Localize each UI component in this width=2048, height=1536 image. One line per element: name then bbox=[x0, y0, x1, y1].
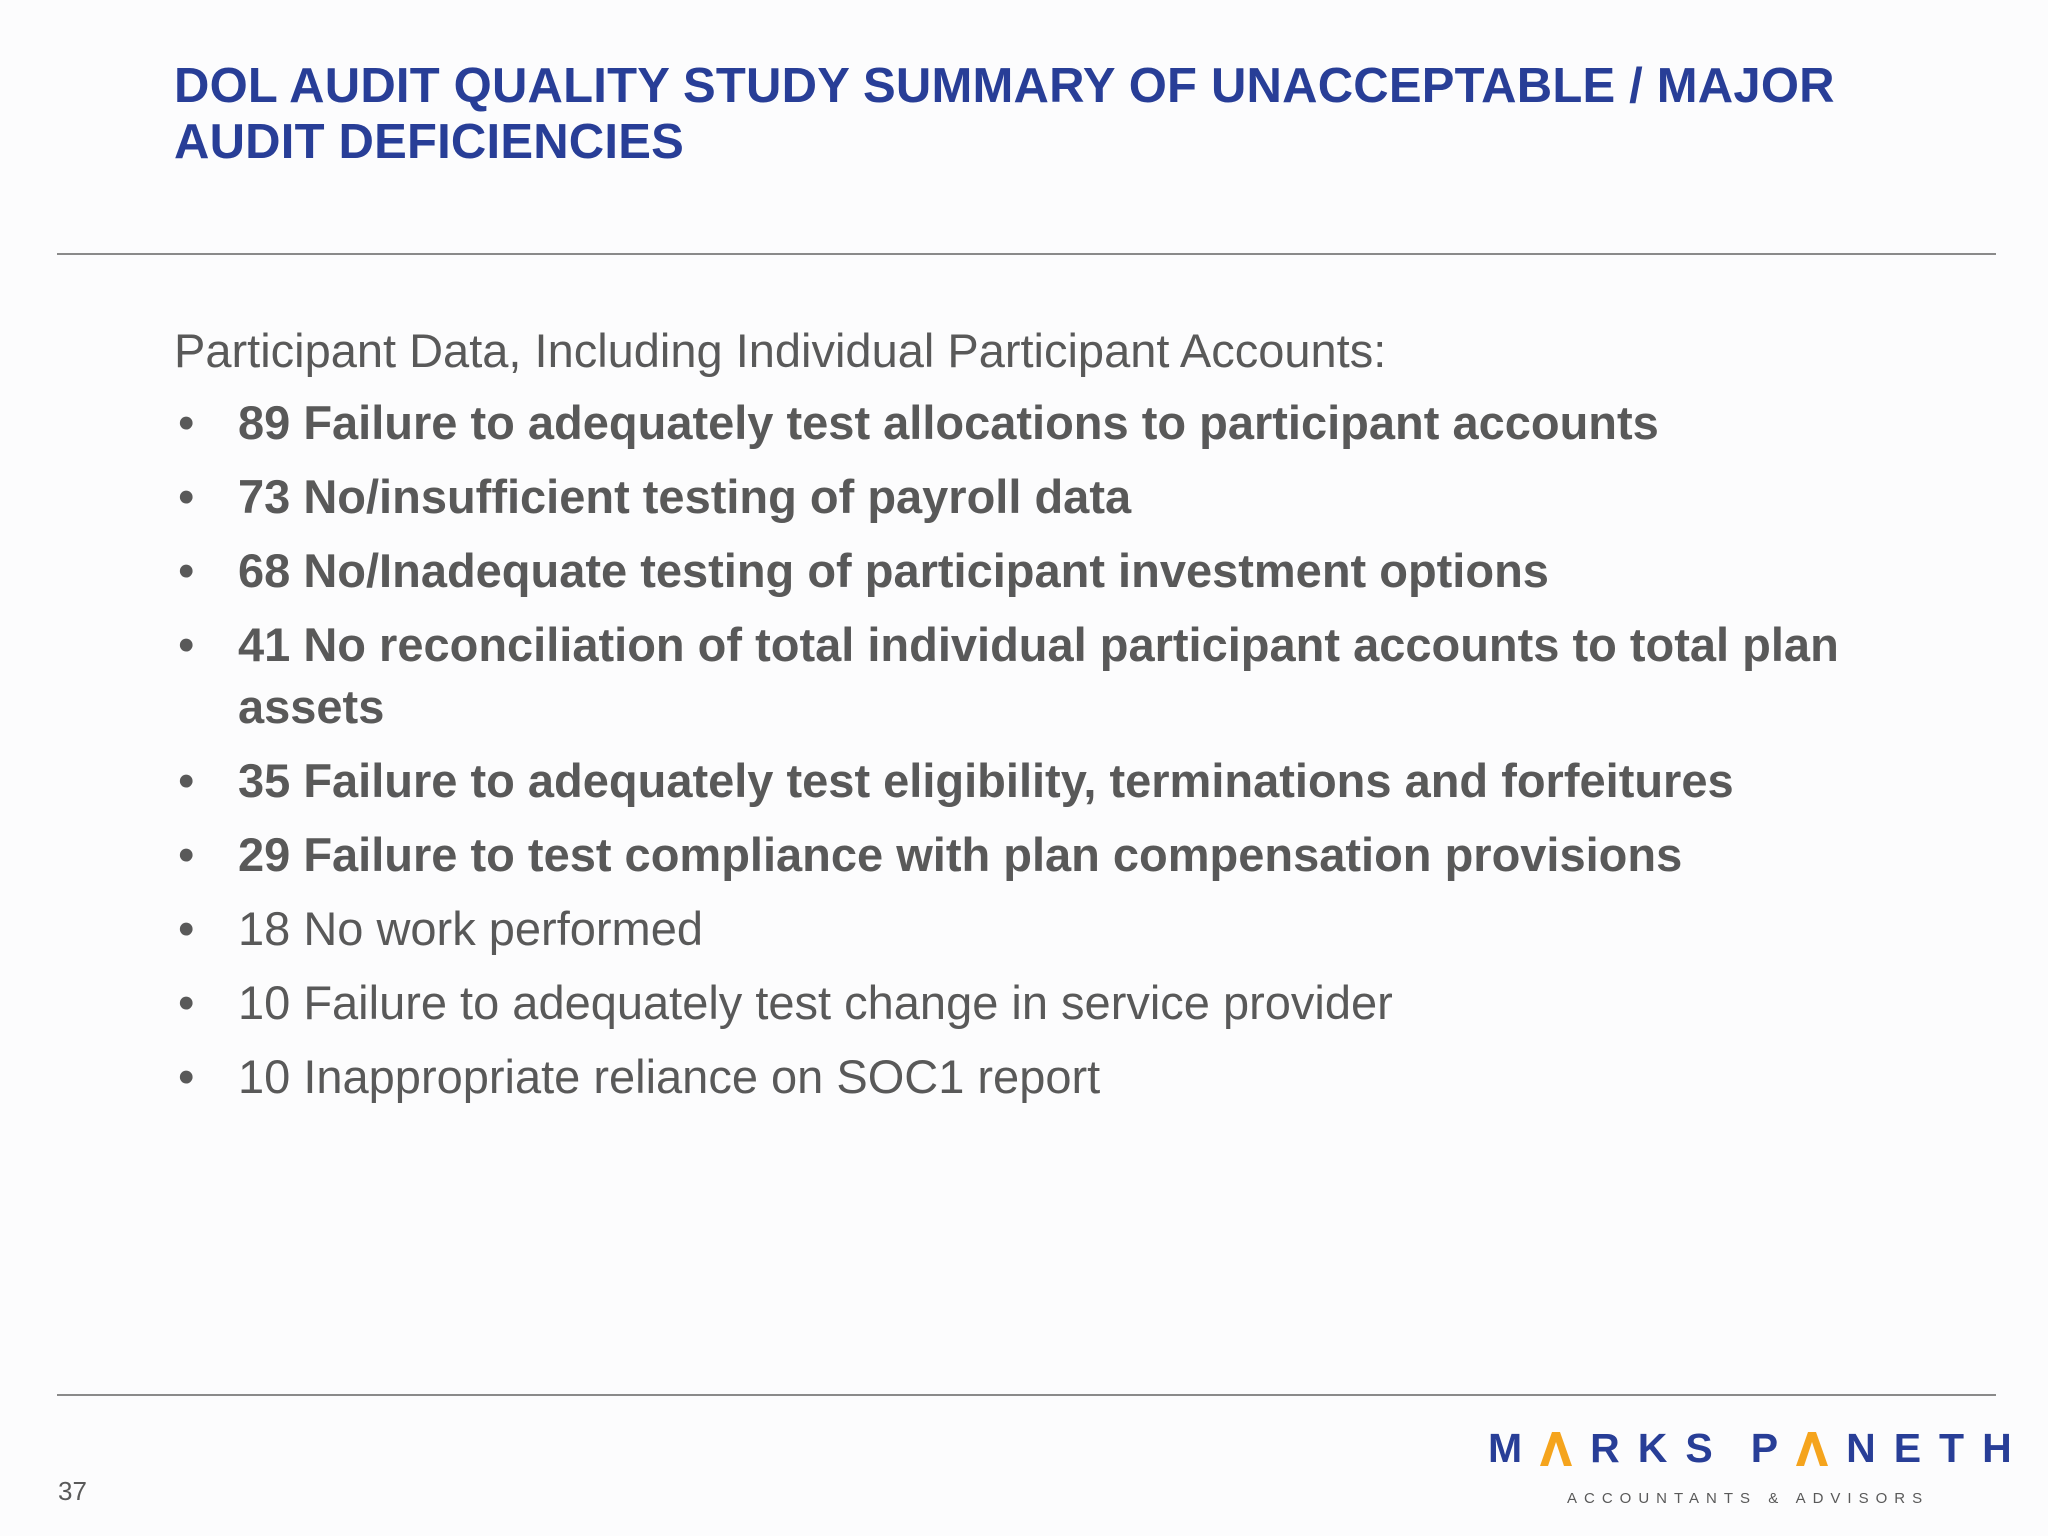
slide-title-line-2: AUDIT DEFICIENCIES bbox=[174, 115, 684, 169]
bullet-text: 10 Inappropriate reliance on SOC1 report bbox=[238, 1050, 1101, 1103]
bullet-icon: • bbox=[178, 976, 195, 1029]
bullet-item bbox=[174, 824, 1954, 886]
bullet-item bbox=[174, 392, 1954, 454]
bullet-icon: • bbox=[178, 902, 195, 955]
slide-title bbox=[174, 58, 1974, 170]
bullet-icon: • bbox=[178, 544, 195, 597]
bullet-text: 68 No/Inadequate testing of participant investment options bbox=[238, 544, 1549, 597]
bullet-icon: • bbox=[178, 1050, 195, 1103]
logo-tagline: ACCOUNTANTS & ADVISORS bbox=[1567, 1490, 1930, 1507]
bullet-text: 29 Failure to test compliance with plan compensation provisions bbox=[238, 828, 1683, 881]
company-logo bbox=[1488, 1425, 2030, 1515]
slide-body bbox=[174, 320, 1954, 1120]
bullet-item bbox=[174, 972, 1954, 1034]
bullet-text: 41 No reconciliation of total individual participant accounts to total plan assets bbox=[238, 618, 1839, 733]
bullet-list bbox=[174, 392, 1954, 1108]
slide-title-line-1: DOL AUDIT QUALITY STUDY SUMMARY OF UNACCEPTABLE / MAJOR bbox=[174, 59, 1835, 113]
bullet-item bbox=[174, 1046, 1954, 1108]
bullet-item bbox=[174, 750, 1954, 812]
bullet-text: 89 Failure to adequately test allocations to participant accounts bbox=[238, 396, 1659, 449]
logo-wordmark bbox=[1488, 1425, 2030, 1472]
bullet-item bbox=[174, 614, 1954, 738]
bullet-item bbox=[174, 540, 1954, 602]
bullet-icon: • bbox=[178, 618, 195, 671]
bullet-icon: • bbox=[178, 754, 195, 807]
logo-word1-suffix: RKS bbox=[1590, 1425, 1731, 1471]
page-number: 37 bbox=[58, 1476, 87, 1506]
bullet-item bbox=[174, 898, 1954, 960]
bullet-item bbox=[174, 466, 1954, 528]
bullet-icon: • bbox=[178, 828, 195, 881]
logo-word1-prefix: M bbox=[1488, 1425, 1541, 1471]
bullet-text: 35 Failure to adequately test eligibility, terminations and forfeitures bbox=[238, 754, 1734, 807]
logo-word2-prefix: P bbox=[1750, 1425, 1797, 1471]
chevron-a-icon bbox=[1796, 1429, 1828, 1463]
bullet-icon: • bbox=[178, 396, 195, 449]
bullet-text: 73 No/insufficient testing of payroll data bbox=[238, 470, 1132, 523]
logo-word2-suffix: NETH bbox=[1846, 1425, 2030, 1471]
bullet-icon: • bbox=[178, 470, 195, 523]
bullet-text: 10 Failure to adequately test change in service provider bbox=[238, 976, 1393, 1029]
top-divider bbox=[57, 253, 1996, 255]
bottom-divider bbox=[57, 1394, 1996, 1396]
chevron-a-icon bbox=[1540, 1429, 1572, 1463]
bullet-text: 18 No work performed bbox=[238, 902, 703, 955]
intro-text: Participant Data, Including Individual Participant Accounts: bbox=[174, 324, 1387, 377]
